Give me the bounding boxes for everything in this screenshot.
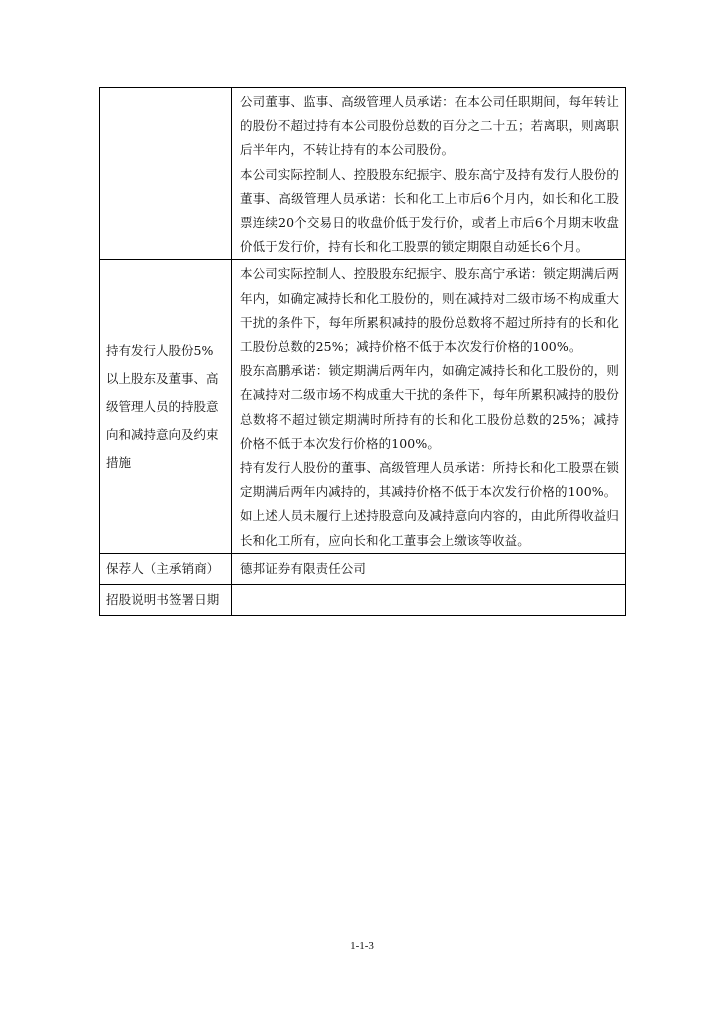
row-content-cell (232, 260, 626, 553)
row-label-cell (100, 553, 232, 584)
info-table (99, 87, 626, 616)
paragraph: 股东高鹏承诺：锁定期满后两年内，如确定减持长和化工股份的，则在减持对二级市场不构成重大干扰的条件下，每年所累积减持的股份总数将不超过锁定期满时所持有的长和化工股份总数的25%；减持价格不低于本次发行价格的100%。 (240, 363, 619, 451)
paragraph: 本公司实际控制人、控股股东纪振宇、股东高宁及持有发行人股份的董事、高级管理人员承诺：长和化工上市后6个月内，如长和化工股票连续20个交易日的收盘价低于发行价，或者上市后6个月期末收盘价低于发行价，持有长和化工股票的锁定期限自动延长6个月。 (240, 166, 619, 255)
row-label: 招股说明书签署日期 (106, 591, 220, 607)
row-content-cell (232, 553, 626, 584)
paragraph: 持有发行人股份的董事、高级管理人员承诺：所持长和化工股票在锁定期满后两年内减持的，其减持价格不低于本次发行价格的100%。 (240, 460, 619, 500)
paragraph: 本公司实际控制人、控股股东纪振宇、股东高宁承诺：锁定期满后两年内，如确定减持长和化工股份的，则在减持对二级市场不构成重大干扰的条件下，每年所累积减持的股份总数将不超过所持有的长和化工股份总数的25%；减持价格不低于本次发行价格的100%。 (240, 266, 619, 355)
row-label-cell (100, 260, 232, 553)
row-content-cell (232, 584, 626, 615)
paragraph: 如上述人员未履行上述持股意向及减持意向内容的，由此所得收益归长和化工所有，应向长和化工董事会上缴该等收益。 (240, 508, 619, 548)
row-label-cell (100, 88, 232, 260)
sponsor-name: 德邦证券有限责任公司 (240, 560, 367, 576)
paragraph: 公司董事、监事、高级管理人员承诺：在本公司任职期间，每年转让的股份不超过持有本公司股份总数的百分之二十五；若离职，则离职后半年内，不转让持有的本公司股份。 (240, 94, 619, 158)
row-content-cell (232, 88, 626, 260)
row-label: 保荐人（主承销商） (106, 560, 220, 576)
table-row (100, 553, 626, 584)
row-label: 持有发行人股份5%以上股东及董事、高级管理人员的持股意向和减持意向及约束措施 (106, 342, 219, 470)
row-label-cell (100, 584, 232, 615)
table-row (100, 88, 626, 260)
page-number: 1-1-3 (350, 940, 374, 952)
table-row (100, 260, 626, 553)
table-row (100, 584, 626, 615)
